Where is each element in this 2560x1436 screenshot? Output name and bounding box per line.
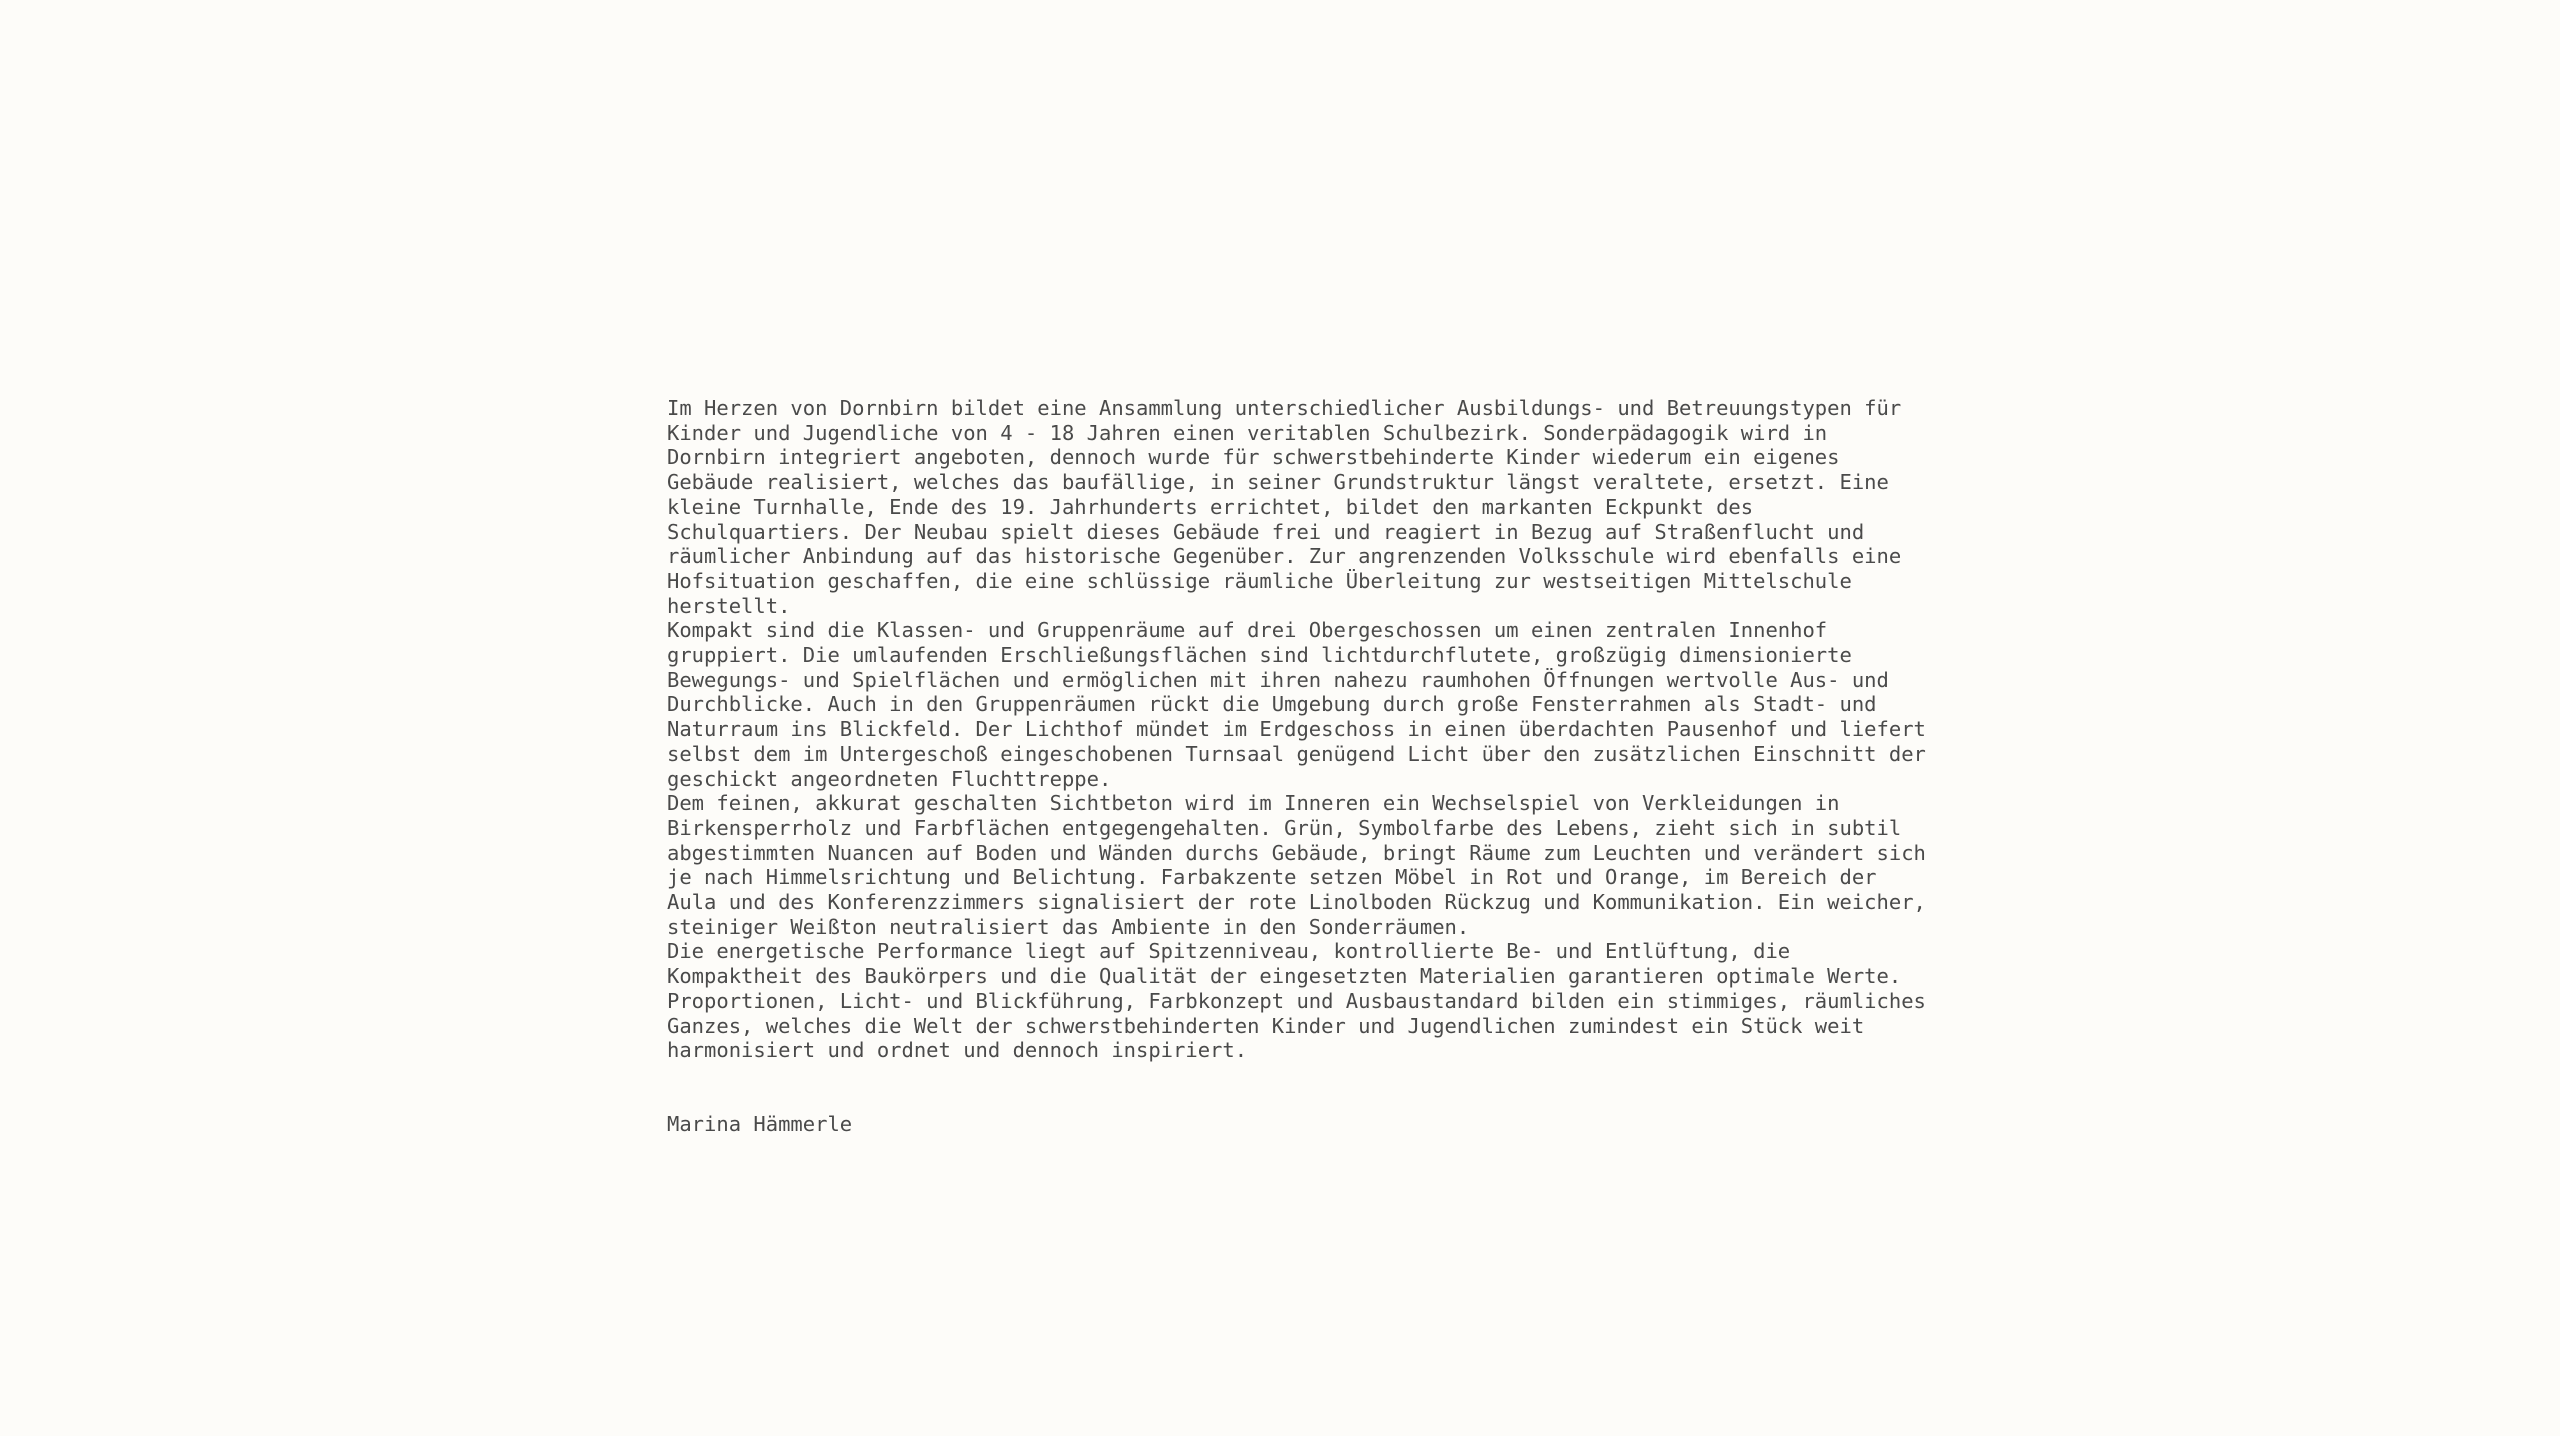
article-paragraph-4: Die energetische Performance liegt auf Spitzenniveau, kontrollierte Be- und Entlüftung, die Kompaktheit des Baukörpers und die Qualität der eingesetzten Materialien garantieren optimale Werte. Proportionen, Licht- und Blickführung, Farbkonzept und Ausbaustandard bilden ein stimmiges, räumliches Ganzes, welches die Welt der schwerstbehinderten Kinder und Jugendlichen zumindest ein Stück weit harmonisiert und ordnet und dennoch inspiriert.	[667, 939, 1926, 1063]
author-spacer	[667, 1063, 1927, 1112]
article-paragraph-3: Dem feinen, akkurat geschalten Sichtbeton wird im Inneren ein Wechselspiel von Verkleidungen in Birkensperrholz und Farbflächen entgegengehalten. Grün, Symbolfarbe des Lebens, zieht sich in subtil abgestimmten Nuancen auf Boden und Wänden durchs Gebäude, bringt Räume zum Leuchten und verändert sich je nach Himmelsrichtung und Belichtung. Farbakzente setzen Möbel in Rot und Orange, im Bereich der Aula und des Konferenzzimmers signalisiert der rote Linolboden Rückzug und Kommunikation. Ein weicher, steiniger Weißton neutralisiert das Ambiente in den Sonderräumen.	[667, 791, 1926, 939]
article-paragraph-2: Kompakt sind die Klassen- und Gruppenräume auf drei Obergeschossen um einen zentralen Innenhof gruppiert. Die umlaufenden Erschließungsflächen sind lichtdurchflutete, großzügig dimensionierte Bewegungs- und Spielflächen und ermöglichen mit ihren nahezu raumhohen Öffnungen wertvolle Aus- und Durchblicke. Auch in den Gruppenräumen rückt die Umgebung durch große Fensterrahmen als Stadt- und Naturraum ins Blickfeld. Der Lichthof mündet im Erdgeschoss in einen überdachten Pausenhof und liefert selbst dem im Untergeschoß eingeschobenen Turnsaal genügend Licht über den zusätzlichen Einschnitt der geschickt angeordneten Fluchttreppe.	[667, 618, 1926, 791]
article-text	[667, 396, 1927, 1137]
author-name: Marina Hämmerle	[667, 1111, 853, 1136]
article-paragraph-1: Im Herzen von Dornbirn bildet eine Ansammlung unterschiedlicher Ausbildungs- und Betreuungstypen für Kinder und Jugendliche von 4 - 18 Jahren einen veritablen Schulbezirk. Sonderpädagogik wird in Dornbirn integriert angeboten, dennoch wurde für schwerstbehinderte Kinder wiederum ein eigenes Gebäude realisiert, welches das baufällige, in seiner Grundstruktur längst veraltete, ersetzt. Eine kleine Turnhalle, Ende des 19. Jahrhunderts errichtet, bildet den markanten Eckpunkt des Schulquartiers. Der Neubau spielt dieses Gebäude frei und reagiert in Bezug auf Straßenflucht und räumlicher Anbindung auf das historische Gegenüber. Zur angrenzenden Volksschule wird ebenfalls eine Hofsituation geschaffen, die eine schlüssige räumliche Überleitung zur westseitigen Mittelschule herstellt.	[667, 396, 1902, 618]
